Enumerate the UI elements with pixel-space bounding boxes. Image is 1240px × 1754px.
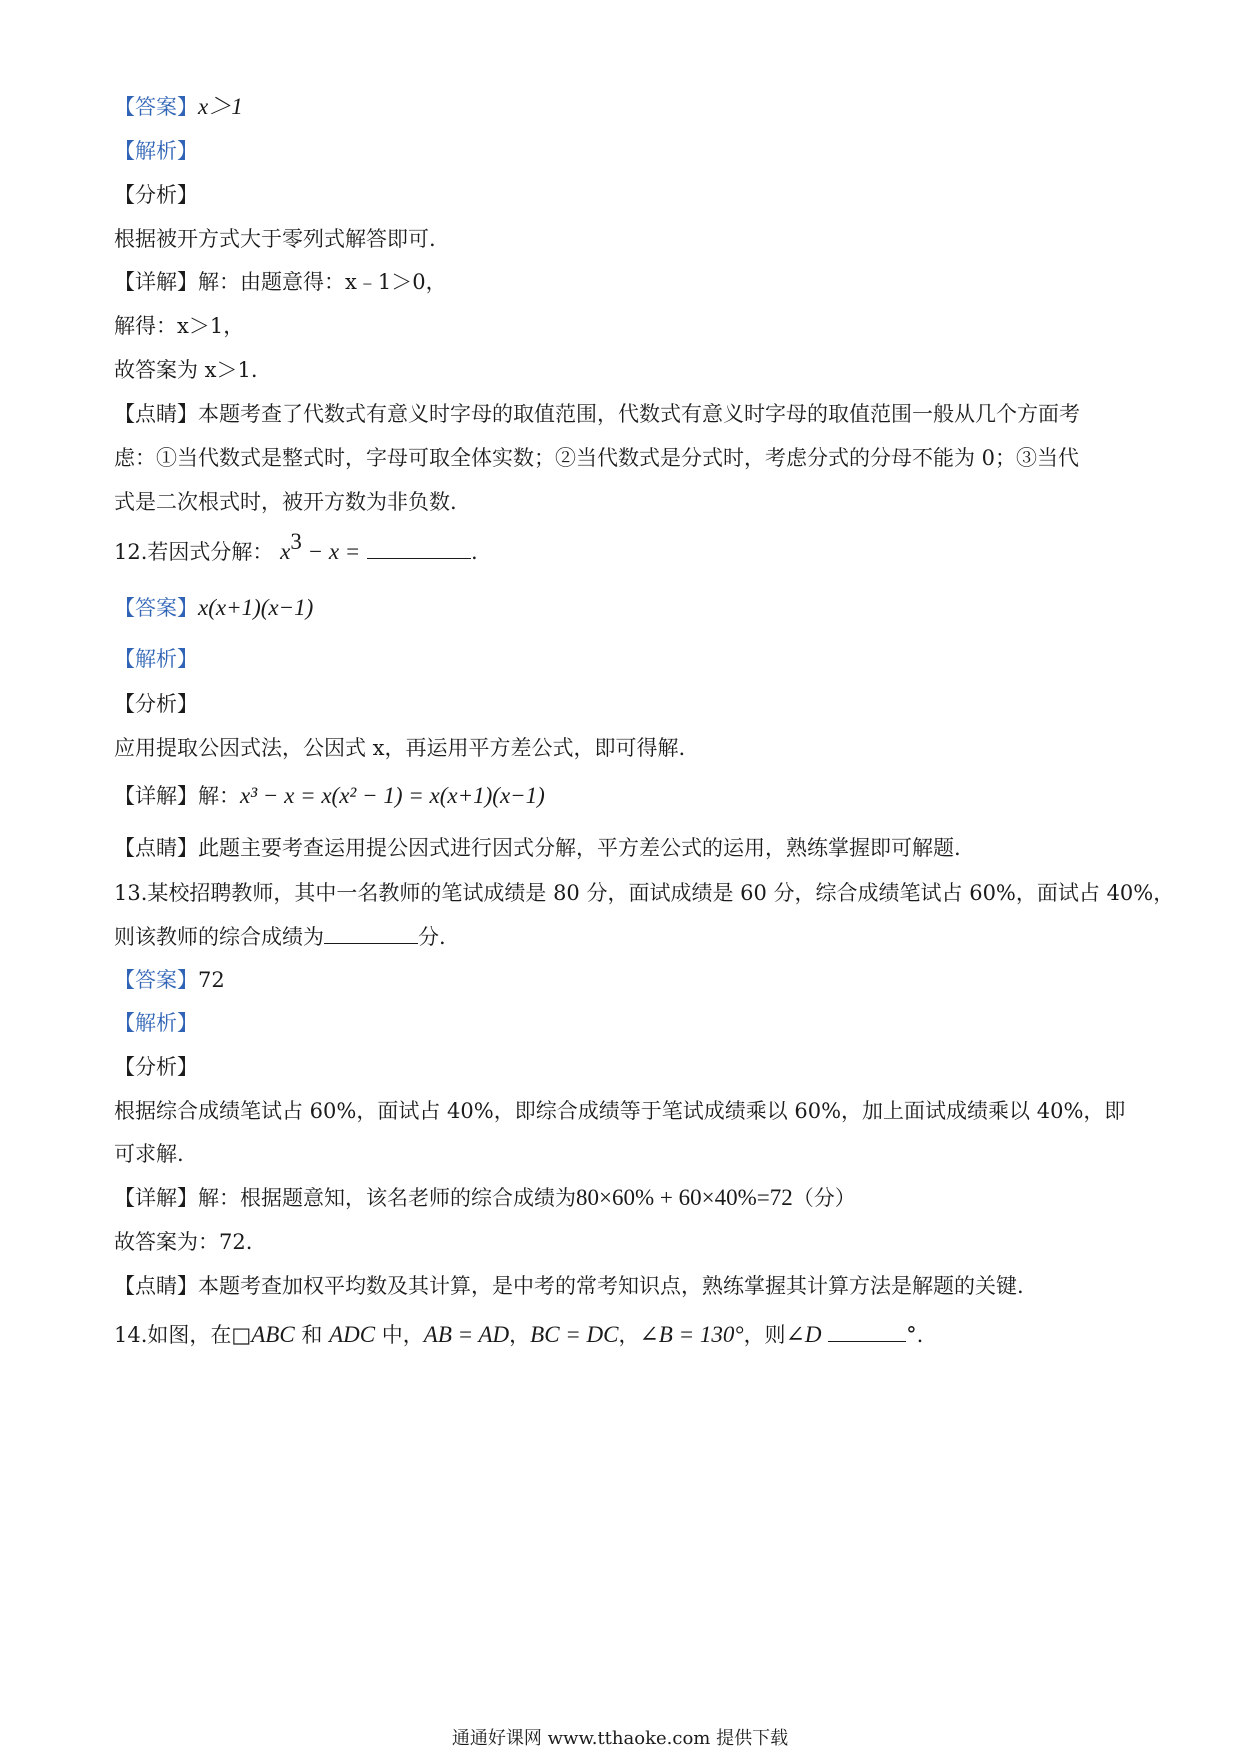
fenxi-tag: 【分析】 [114, 1055, 198, 1079]
analysis-tag: 【解析】 [114, 139, 198, 163]
q11-dianjing-line2: 虑：①当代数式是整式时，字母可取全体实数；②当代数式是分式时，考虑分式的分母不能为 0；③当代 [114, 446, 1080, 470]
q14-zhong: 中， [381, 1323, 424, 1347]
q13-analysis-line [114, 1009, 198, 1037]
question-expr-sup: 3 [290, 529, 302, 554]
q11-fenxi-tag-line [114, 181, 198, 209]
q14-prefix: 14.如图，在 [114, 1323, 232, 1347]
dianjing-text: 本题考查加权平均数及其计算，是中考的常考知识点，熟练掌握其计算方法是解题的关键. [198, 1274, 1024, 1298]
question-prefix: 则该教师的综合成绩为 [114, 925, 324, 949]
q13-dianjing-line [114, 1272, 1024, 1300]
detail-expr: x³ − x = x(x² − 1) = x(x+1)(x−1) [240, 783, 545, 808]
answer-blank [367, 538, 471, 559]
question-suffix: 分. [418, 925, 446, 949]
q12-dianjing-line [114, 834, 961, 862]
dianjing-text-1: 本题考查了代数式有意义时字母的取值范围，代数式有意义时字母的取值范围一般从几个方面考 [198, 402, 1080, 426]
q14-degree: °. [906, 1323, 924, 1347]
q14-cond3: ∠B = 130° [639, 1322, 744, 1347]
dianjing-tag: 【点睛】 [114, 836, 198, 860]
q14-cond2: BC = DC [530, 1322, 619, 1347]
q12-analysis-line [114, 645, 198, 673]
q14-comma2: ， [618, 1323, 640, 1347]
q14-comma1: ， [509, 1323, 531, 1347]
q11-fenxi-text: 根据被开方式大于零列式解答即可. [114, 227, 436, 251]
detail-text: 解：由题意得：x﹣1＞0， [198, 270, 447, 294]
page-footer: 通通好课网 www.tthaoke.com 提供下载 [451, 1728, 789, 1749]
q14-adc: ADC [329, 1322, 376, 1347]
q14-abc: ABC [251, 1322, 295, 1347]
q11-analysis-line [114, 137, 198, 165]
detail-suffix: （分） [792, 1186, 856, 1210]
q14-and: 和 [301, 1323, 323, 1347]
answer-blank [828, 1321, 906, 1342]
q12-fenxi-text: 应用提取公因式法，公因式 x，再运用平方差公式，即可得解. [114, 736, 686, 760]
answer-value: x＞1 [198, 94, 243, 119]
question-expr-tail: − x = [301, 539, 361, 564]
answer-tag: 【答案】 [114, 95, 198, 119]
answer-expr: x(x+1)(x−1) [198, 595, 314, 620]
fenxi-tag: 【分析】 [114, 183, 198, 207]
q13-detail-line [114, 1184, 856, 1212]
q14-then: ，则 [743, 1323, 786, 1347]
q13-answer-line [114, 966, 225, 994]
detail-expr: 80×60% + 60×40%=72 [576, 1185, 793, 1210]
q14-target: ∠D [785, 1322, 822, 1347]
detail-tag: 【详解】 [114, 1186, 198, 1210]
dianjing-text: 此题主要考查运用提公因式进行因式分解，平方差公式的运用，熟练掌握即可解题. [198, 836, 961, 860]
detail-prefix: 解： [198, 784, 240, 808]
q11-detail-line [114, 268, 447, 296]
parallelogram-icon: □ [231, 1323, 252, 1347]
q12-detail-line [114, 782, 545, 810]
q14-question [114, 1321, 923, 1349]
answer-tag: 【答案】 [114, 968, 198, 992]
detail-tag: 【详解】 [114, 270, 198, 294]
answer-value: 72 [198, 968, 225, 992]
q13-step2: 故答案为：72. [114, 1230, 253, 1254]
question-end: . [471, 540, 478, 564]
detail-tag: 【详解】 [114, 784, 198, 808]
q11-step2: 解得：x＞1， [114, 314, 245, 338]
dianjing-tag: 【点睛】 [114, 1274, 198, 1298]
question-prefix: 12.若因式分解： [114, 540, 274, 564]
q11-answer-line [114, 93, 243, 121]
answer-blank [324, 923, 418, 944]
analysis-tag: 【解析】 [114, 647, 198, 671]
question-expr-base: x [280, 539, 291, 564]
analysis-tag: 【解析】 [114, 1011, 198, 1035]
fenxi-tag: 【分析】 [114, 692, 198, 716]
q11-step3: 故答案为 x＞1. [114, 358, 258, 382]
q13-question-line1: 13.某校招聘教师，其中一名教师的笔试成绩是 80 分，面试成绩是 60 分，综合成绩笔试占 60%，面试占 40%， [114, 881, 1175, 905]
dianjing-tag: 【点睛】 [114, 402, 198, 426]
q12-fenxi-tag-line [114, 690, 198, 718]
q11-dianjing-line1 [114, 400, 1080, 428]
q12-answer-line [114, 594, 313, 622]
answer-tag: 【答案】 [114, 596, 198, 620]
q13-fenxi-tag-line [114, 1053, 198, 1081]
q14-cond1: AB = AD [423, 1322, 510, 1347]
q12-question [114, 529, 478, 566]
q13-fenxi-line1: 根据综合成绩笔试占 60%，面试占 40%，即综合成绩等于笔试成绩乘以 60%，加上面试成绩乘以 40%，即 [114, 1099, 1126, 1123]
q11-dianjing-line3: 式是二次根式时，被开方数为非负数. [114, 490, 457, 514]
q13-question-line2 [114, 923, 446, 951]
detail-prefix: 解：根据题意知，该名老师的综合成绩为 [198, 1186, 576, 1210]
q13-fenxi-line2: 可求解. [114, 1142, 184, 1166]
